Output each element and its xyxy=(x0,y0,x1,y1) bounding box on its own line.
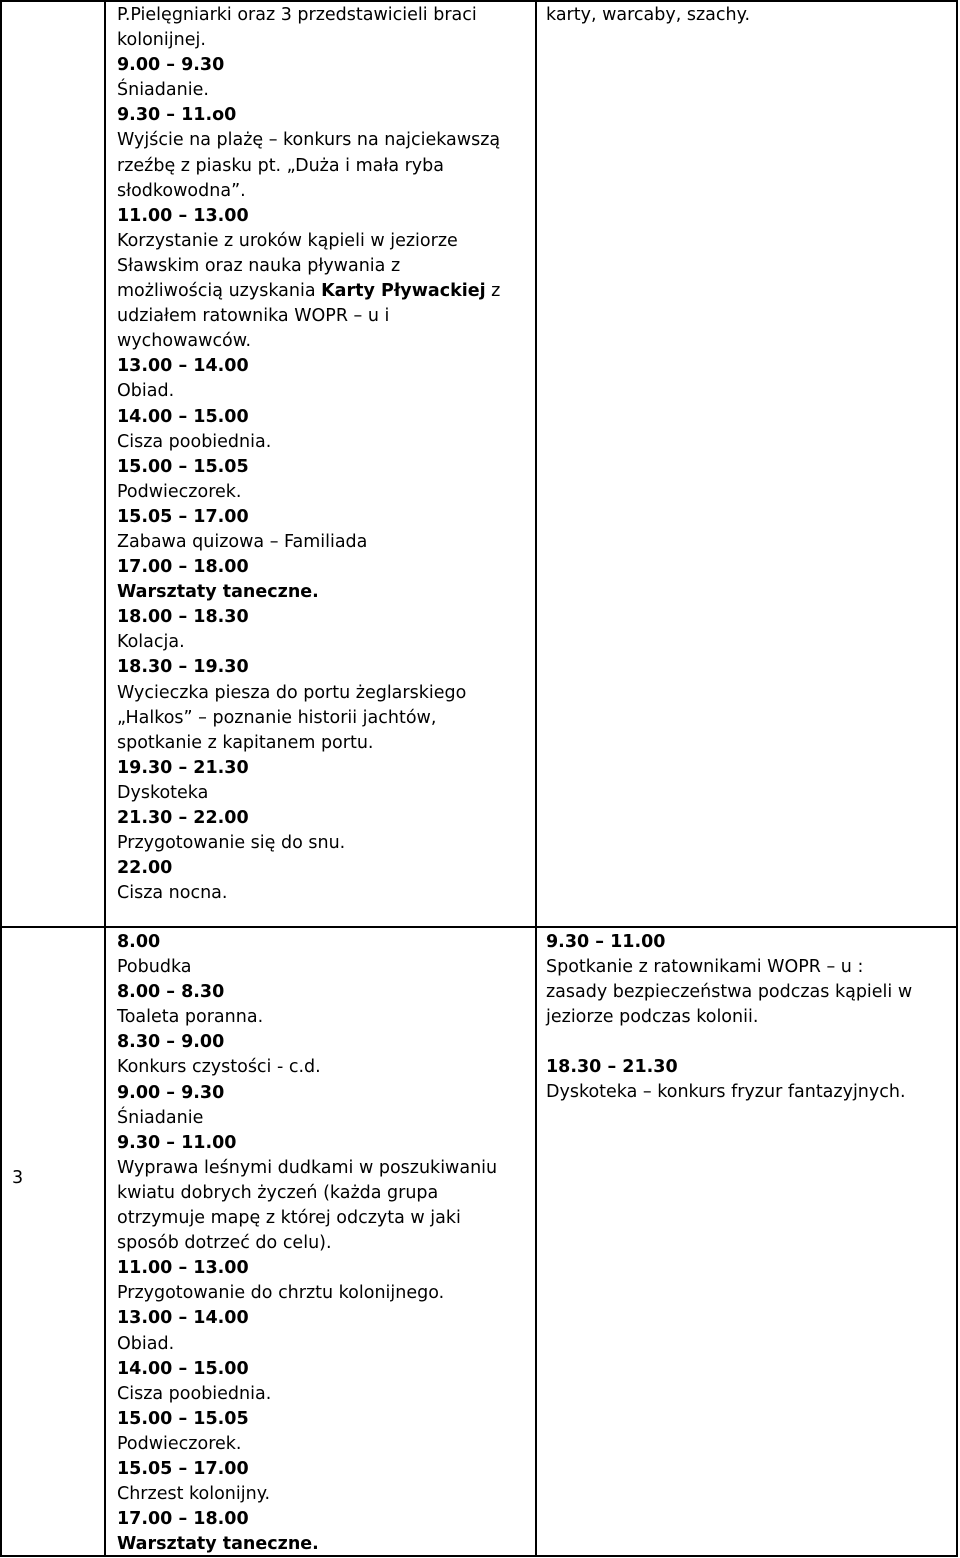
schedule-text-line: Dyskoteka – konkurs fryzur fantazyjnych. xyxy=(546,1082,906,1103)
schedule-time-line: 17.00 – 18.00 xyxy=(117,557,249,578)
row-1-schedule-cell xyxy=(117,3,531,923)
column-divider-1 xyxy=(104,0,106,1557)
schedule-time-line: 9.30 – 11.00 xyxy=(117,1132,237,1153)
schedule-time-line: Warsztaty taneczne. xyxy=(117,582,319,603)
schedule-text-line: Zabawa quizowa – Familiada xyxy=(117,531,368,552)
schedule-time-line: 11.00 – 13.00 xyxy=(117,1258,249,1279)
table-top-border xyxy=(0,0,958,2)
schedule-time-line: 19.30 – 21.30 xyxy=(117,757,249,778)
schedule-text-line: wychowawców. xyxy=(117,331,252,352)
schedule-time-line: 18.00 – 18.30 xyxy=(117,607,249,628)
schedule-text-line: P.Pielęgniarki oraz 3 przedstawicieli braci xyxy=(117,5,477,25)
row-1-notes-cell xyxy=(546,3,951,923)
schedule-text-line: Wyjście na plażę – konkurs na najciekawszą xyxy=(117,130,501,151)
schedule-text-line: Wyprawa leśnymi dudkami w poszukiwaniu xyxy=(117,1157,498,1178)
schedule-text-line: zasady bezpieczeństwa podczas kąpieli w xyxy=(546,982,913,1003)
table-right-border xyxy=(956,0,958,1557)
schedule-text-line: Cisza nocna. xyxy=(117,883,228,904)
schedule-text-line: Cisza poobiednia. xyxy=(117,1383,272,1404)
schedule-time-line: 8.00 xyxy=(117,932,161,952)
schedule-text-line: Cisza poobiednia. xyxy=(117,431,272,452)
row-2-notes-cell xyxy=(546,930,951,1552)
schedule-text-line: Przygotowanie się do snu. xyxy=(117,833,346,854)
schedule-time-line: 18.30 – 19.30 xyxy=(117,657,249,678)
schedule-time-line: 15.05 – 17.00 xyxy=(117,506,249,527)
schedule-text-line: kolonijnej. xyxy=(117,30,206,51)
schedule-time-line: 21.30 – 22.00 xyxy=(117,808,249,828)
schedule-text-line: Obiad. xyxy=(117,381,175,402)
schedule-text-line: Przygotowanie do chrztu kolonijnego. xyxy=(117,1283,445,1304)
schedule-text-line: kwiatu dobrych życzeń (każda grupa xyxy=(117,1182,439,1203)
row-divider xyxy=(0,926,958,928)
day-number: 3 xyxy=(12,1168,24,1188)
schedule-text-line: rzeźbę z piasku pt. „Duża i mała ryba xyxy=(117,155,444,176)
schedule-text-line: Toaleta poranna. xyxy=(117,1007,264,1028)
schedule-time-line: 13.00 – 14.00 xyxy=(117,1308,249,1329)
schedule-time-line: 15.00 – 15.05 xyxy=(117,456,249,477)
schedule-text-line: możliwością uzyskania Karty Pływackiej z xyxy=(117,281,501,302)
schedule-text-line: Konkurs czystości - c.d. xyxy=(117,1057,321,1078)
row-1-day-cell xyxy=(2,2,104,926)
schedule-time-line: 9.30 – 11.o0 xyxy=(117,105,237,126)
schedule-text-line: Kolacja. xyxy=(117,632,185,653)
schedule-time-line: Warsztaty taneczne. xyxy=(117,1534,319,1555)
schedule-text-line: Dyskoteka xyxy=(117,782,209,803)
schedule-text-line: udziałem ratownika WOPR – u i xyxy=(117,306,390,327)
schedule-time-line: 14.00 – 15.00 xyxy=(117,406,249,427)
bold-phrase: Karty Pływackiej xyxy=(321,281,486,302)
schedule-text-line: Spotkanie z ratownikami WOPR – u : xyxy=(546,957,864,978)
schedule-text-line: słodkowodna”. xyxy=(117,180,246,201)
schedule-time-line: 11.00 – 13.00 xyxy=(117,205,249,226)
schedule-time-line: 18.30 – 21.30 xyxy=(546,1057,678,1078)
schedule-text-line: sposób dotrzeć do celu). xyxy=(117,1233,332,1254)
schedule-text-line: otrzymuje mapę z której odczyta w jaki xyxy=(117,1208,461,1229)
schedule-time-line: 15.05 – 17.00 xyxy=(117,1458,249,1479)
schedule-text-line: „Halkos” – poznanie historii jachtów, xyxy=(117,707,437,728)
schedule-text-line: Podwieczorek. xyxy=(117,1433,242,1454)
column-divider-2 xyxy=(535,0,537,1557)
schedule-text-line: Podwieczorek. xyxy=(117,481,242,502)
schedule-time-line: 9.00 – 9.30 xyxy=(117,1082,225,1103)
schedule-text-line: Korzystanie z uroków kąpieli w jeziorze xyxy=(117,230,458,251)
schedule-text-line: spotkanie z kapitanem portu. xyxy=(117,732,374,753)
schedule-time-line: 9.00 – 9.30 xyxy=(117,55,225,76)
schedule-text-line: Śniadanie xyxy=(117,1107,204,1128)
schedule-text-line: Obiad. xyxy=(117,1333,175,1354)
schedule-text-line: Śniadanie. xyxy=(117,80,209,101)
schedule-text-line: jeziorze podczas kolonii. xyxy=(546,1007,759,1028)
row-2-schedule-cell xyxy=(117,930,531,1555)
schedule-text-line: Pobudka xyxy=(117,957,192,978)
schedule-time-line: 17.00 – 18.00 xyxy=(117,1509,249,1530)
schedule-time-line: 9.30 – 11.00 xyxy=(546,932,666,952)
schedule-text-line: karty, warcaby, szachy. xyxy=(546,5,751,25)
schedule-text-line: Wycieczka piesza do portu żeglarskiego xyxy=(117,682,467,703)
schedule-time-line: 15.00 – 15.05 xyxy=(117,1408,249,1429)
schedule-text-line: Sławskim oraz nauka pływania z xyxy=(117,255,401,276)
schedule-time-line: 8.30 – 9.00 xyxy=(117,1032,225,1053)
schedule-text-line: Chrzest kolonijny. xyxy=(117,1484,271,1505)
schedule-time-line: 14.00 – 15.00 xyxy=(117,1358,249,1379)
schedule-time-line: 22.00 xyxy=(117,858,173,879)
row-2-day-cell xyxy=(2,928,104,1555)
schedule-time-line: 8.00 – 8.30 xyxy=(117,982,225,1003)
schedule-time-line: 13.00 – 14.00 xyxy=(117,356,249,377)
